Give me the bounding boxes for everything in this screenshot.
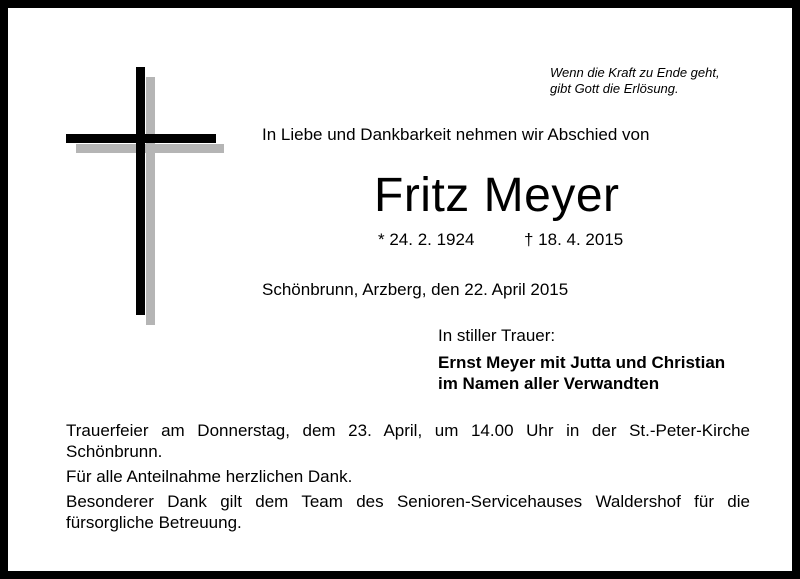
cross-shadow-vertical <box>146 77 155 325</box>
death-date: † 18. 4. 2015 <box>524 230 624 249</box>
motto-line-1: Wenn die Kraft zu Ende geht, <box>550 65 720 80</box>
place-and-date: Schönbrunn, Arzberg, den 22. April 2015 <box>262 280 569 299</box>
motto-line-2: gibt Gott die Erlösung. <box>550 81 679 96</box>
cross-shadow-horizontal <box>76 144 224 153</box>
notes-block <box>66 420 750 537</box>
birth-date: * 24. 2. 1924 <box>378 230 475 249</box>
deceased-name: Fritz Meyer <box>374 169 620 222</box>
motto-quote <box>550 65 720 97</box>
intro-text: In Liebe und Dankbarkeit nehmen wir Abschied von <box>262 125 650 144</box>
funeral-note: Trauerfeier am Donnerstag, dem 23. April, um 14.00 Uhr in der St.-Peter-Kirche Schönbrunn. <box>66 421 750 461</box>
cross-icon-horizontal <box>66 134 216 143</box>
special-thanks-note: Besonderer Dank gilt dem Team des Senioren-Servicehauses Waldershof für die fürsorgliche Betreuung. <box>66 492 750 532</box>
mourners-block <box>438 352 725 394</box>
mourners-line-1: Ernst Meyer mit Jutta und Christian <box>438 353 726 372</box>
thanks-note: Für alle Anteilnahme herzlichen Dank. <box>66 467 353 486</box>
cross-icon-vertical <box>136 67 145 315</box>
mourners-line-2: im Namen aller Verwandten <box>438 374 660 393</box>
mourning-label: In stiller Trauer: <box>438 326 556 345</box>
